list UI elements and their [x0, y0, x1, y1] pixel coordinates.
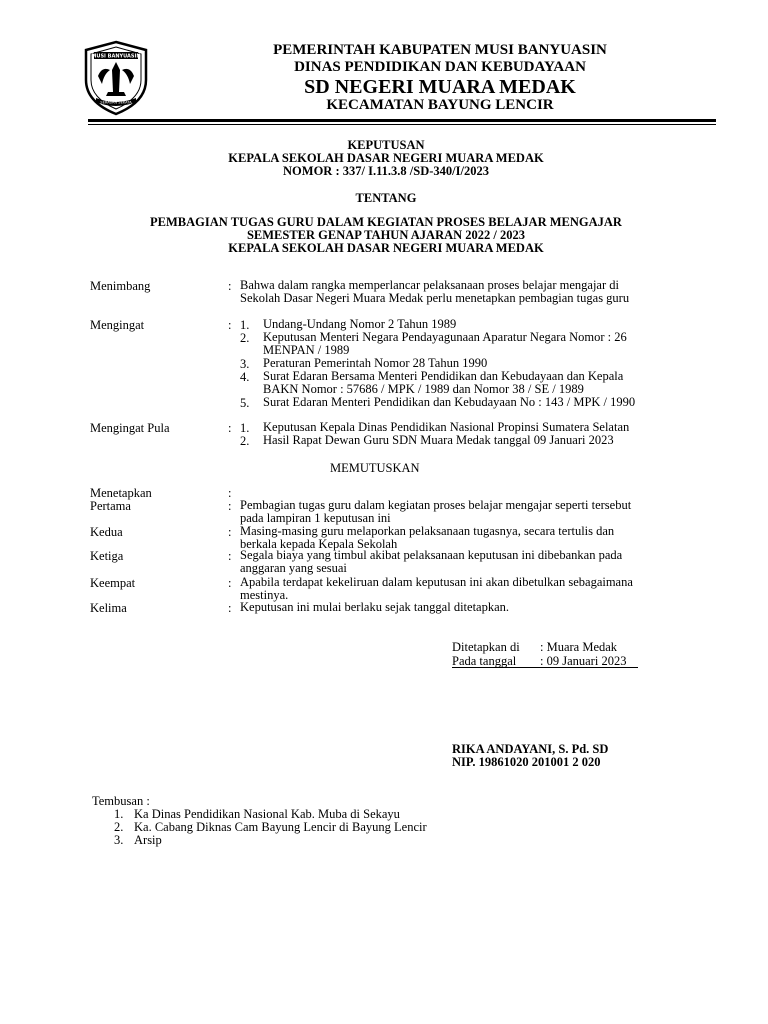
letterhead-thick-rule	[88, 119, 716, 122]
mengingat-pula-colon: :	[228, 421, 232, 435]
regency-logo	[82, 40, 150, 116]
title-keputusan: KEPUTUSAN	[347, 138, 425, 152]
mengingat-pula-item-number: 1.	[240, 421, 250, 435]
tembusan-item-text: Arsip	[134, 833, 162, 847]
decision-text: Segala biaya yang timbul akibat pelaksanaan keputusan ini dibebankan pada	[240, 548, 623, 562]
logo-top-text: MUSI BANYUASIN	[91, 53, 141, 60]
decision-text: Masing-masing guru melaporkan pelaksanaan tugasnya, secara tertulis dan	[240, 524, 615, 538]
subject-line-1: PEMBAGIAN TUGAS GURU DALAM KEGIATAN PROSES BELAJAR MENGAJAR	[150, 215, 622, 229]
mengingat-item-text: Undang-Undang Nomor 2 Tahun 1989	[263, 317, 457, 331]
decision-colon: :	[228, 576, 232, 590]
mengingat-item-text-cont: BAKN Nomor : 57686 / MPK / 1989 dan Nomor 38 / SE / 1989	[263, 382, 584, 396]
mengingat-item-number: 5.	[240, 396, 250, 410]
mengingat-label: Mengingat	[90, 318, 145, 332]
decision-text-cont: pada lampiran 1 keputusan ini	[240, 511, 391, 525]
tembusan-item-text: Ka Dinas Pendidikan Nasional Kab. Muba di Sekayu	[134, 807, 400, 821]
tembusan-item-number: 1.	[114, 807, 124, 821]
menimbang-line-2: Sekolah Dasar Negeri Muara Medak perlu menetapkan pembagian tugas guru	[240, 291, 630, 305]
signatory-name: RIKA ANDAYANI, S. Pd. SD	[452, 742, 609, 756]
letterhead-district: KECAMATAN BAYUNG LENCIR	[326, 97, 554, 113]
title-nomor: NOMOR : 337/ I.11.3.8 /SD-340/I/2023	[283, 164, 489, 178]
tembusan-item-text: Ka. Cabang Diknas Cam Bayung Lencir di Bayung Lencir	[134, 820, 427, 834]
signatory-nip: NIP. 19861020 201001 2 020	[452, 755, 601, 769]
letterhead-thin-rule	[88, 124, 716, 125]
decision-colon: :	[228, 486, 232, 500]
decision-colon: :	[228, 549, 232, 563]
menimbang-line-1: Bahwa dalam rangka memperlancar pelaksanaan proses belajar mengajar di	[240, 278, 619, 292]
mengingat-item-number: 4.	[240, 370, 250, 384]
memutuskan-heading: MEMUTUSKAN	[330, 461, 420, 475]
decision-text: Keputusan ini mulai berlaku sejak tanggal ditetapkan.	[240, 600, 510, 614]
menimbang-colon: :	[228, 279, 232, 293]
tembusan-label: Tembusan :	[92, 794, 150, 808]
decision-colon: :	[228, 601, 232, 615]
mengingat-pula-label: Mengingat Pula	[90, 421, 170, 435]
mengingat-pula-item-text: Keputusan Kepala Dinas Pendidikan Nasional Propinsi Sumatera Selatan	[263, 420, 630, 434]
decision-text-cont: anggaran yang sesuai	[240, 561, 347, 575]
decision-label: Menetapkan	[90, 486, 152, 500]
mengingat-pula-item-number: 2.	[240, 434, 250, 448]
decision-label: Pertama	[90, 499, 131, 513]
decision-colon: :	[228, 499, 232, 513]
mengingat-item-text: Surat Edaran Bersama Menteri Pendidikan dan Kebudayaan dan Kepala	[263, 369, 624, 383]
mengingat-item-text: Peraturan Pemerintah Nomor 28 Tahun 1990	[263, 356, 488, 370]
decision-label: Kelima	[90, 601, 127, 615]
title-tentang: TENTANG	[355, 191, 417, 205]
decision-colon: :	[228, 525, 232, 539]
ditetapkan-date-value: : 09 Januari 2023	[540, 654, 627, 668]
mengingat-item-number: 3.	[240, 357, 250, 371]
mengingat-pula-item-text: Hasil Rapat Dewan Guru SDN Muara Medak tanggal 09 Januari 2023	[263, 433, 614, 447]
mengingat-item-text-cont: MENPAN / 1989	[263, 343, 350, 357]
decision-label: Keempat	[90, 576, 136, 590]
decision-text: Apabila terdapat kekeliruan dalam keputusan ini akan dibetulkan sebagaimana	[240, 575, 633, 589]
letterhead-department: DINAS PENDIDIKAN DAN KEBUDAYAAN	[294, 59, 586, 75]
decision-text-cont: berkala kepada Kepala Sekolah	[240, 537, 398, 551]
subject-line-3: KEPALA SEKOLAH DASAR NEGERI MUARA MEDAK	[228, 241, 544, 255]
letterhead-school: SD NEGERI MUARA MEDAK	[304, 76, 576, 98]
ditetapkan-place-value: : Muara Medak	[540, 640, 618, 654]
mengingat-item-text: Surat Edaran Menteri Pendidikan dan Kebudayaan No : 143 / MPK / 1990	[263, 395, 636, 409]
decision-text: Pembagian tugas guru dalam kegiatan proses belajar mengajar seperti tersebut	[240, 498, 632, 512]
mengingat-item-number: 1.	[240, 318, 250, 332]
mengingat-item-text: Keputusan Menteri Negara Pendayagunaan Aparatur Negara Nomor : 26	[263, 330, 627, 344]
decision-text-cont: mestinya.	[240, 588, 289, 602]
tembusan-item-number: 2.	[114, 820, 124, 834]
title-issuer: KEPALA SEKOLAH DASAR NEGERI MUARA MEDAK	[228, 151, 544, 165]
regency-emblem-icon	[82, 40, 150, 116]
mengingat-item-number: 2.	[240, 331, 250, 345]
menimbang-label: Menimbang	[90, 279, 151, 293]
letterhead-government: PEMERINTAH KABUPATEN MUSI BANYUASIN	[273, 42, 607, 58]
subject-line-2: SEMESTER GENAP TAHUN AJARAN 2022 / 2023	[246, 228, 526, 242]
decision-label: Ketiga	[90, 549, 124, 563]
mengingat-colon: :	[228, 318, 232, 332]
logo-bottom-text: SERASAN SEKATA	[100, 100, 132, 105]
decision-label: Kedua	[90, 525, 123, 539]
ditetapkan-date-label: Pada tanggal	[452, 654, 517, 668]
tembusan-item-number: 3.	[114, 833, 124, 847]
ditetapkan-place-label: Ditetapkan di	[452, 640, 520, 654]
